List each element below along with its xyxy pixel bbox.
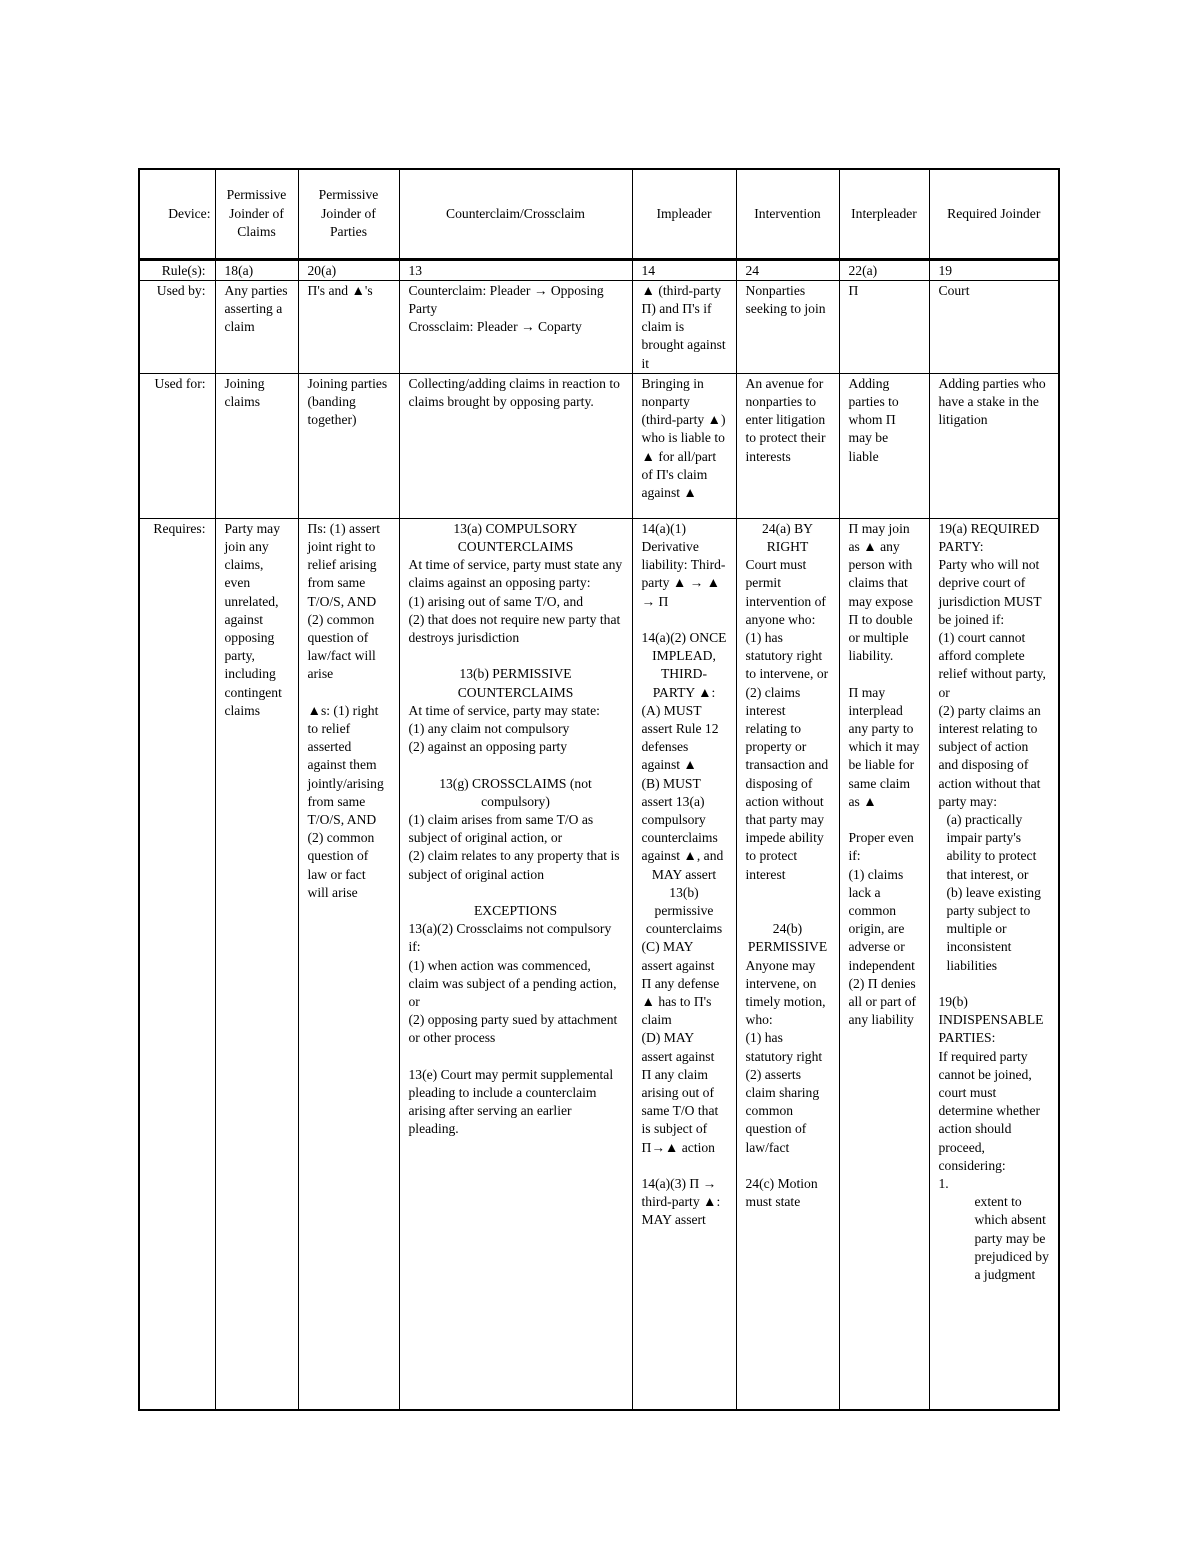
spacer [642,611,727,629]
used-by-counterclaim: Counterclaim: Pleader → Opposing Party [408,282,608,316]
requirement-text: (1) when action was commenced, claim was subject of a pending action, or [408,957,620,1009]
requirement-text: Party may join any claims, even unrelated, against opposing party, including contingent claims [224,520,286,718]
heading-once-implead: 14(a)(2) ONCE IMPLEAD, THIRD-PARTY ▲: [641,629,730,700]
col-counterclaim-crossclaim: Counterclaim/Crossclaim [399,169,632,259]
requires-row [139,518,1059,1410]
heading-crossclaims: 13(g) CROSSCLAIMS (not compulsory) [439,775,596,809]
requirement-text: (D) MAY assert against Π any claim arising out of same T/O that is subject of Π→▲ action [641,1030,722,1155]
requirement-text: 14(a)(1) Derivative liability: Third-party ▲ → ▲ → Π [641,520,726,609]
rule-cell: 13 [399,259,632,280]
requirement-text: (1) court cannot afford complete relief without party, or [938,629,1050,700]
used-by-cell: Any parties asserting a claim [215,280,298,373]
used-by-cell: Π's and ▲'s [298,280,399,373]
heading-permissive: 13(b) PERMISSIVE COUNTERCLAIMS [457,666,575,700]
requires-intervention [736,518,839,1410]
spacer [746,902,830,920]
requirement-text: (2) claims interest relating to property or transaction and disposing of action without that party may impede ability to protect interest [745,684,832,882]
requirement-text: (1) claim arises from same T/O as subject of original action, or [408,811,597,846]
heading-required-party: 19(a) REQUIRED PARTY: [938,520,1043,554]
heading-compulsory: 13(a) COMPULSORY COUNTERCLAIMS [453,520,582,554]
spacer [642,1157,727,1175]
requirement-text: (2) Π denies all or part of any liability [848,975,920,1028]
device-label: Device: [139,169,215,259]
requirement-defendants: ▲s: (1) right to relief asserted against them jointly/arising from same T/O/S, AND (2) common question of law or fact will arise [307,702,388,900]
requires-counterclaim [399,518,632,1410]
requirement-text: (2) party claims an interest relating to subject of action and disposing of action without that party may: [938,702,1045,809]
rule-cell: 19 [929,259,1059,280]
requirement-text: extent to which absent party may be prejudiced by a judgment [974,1194,1053,1283]
used-for-cell: Joining claims [215,373,298,518]
heading-indispensable-parties: 19(b) INDISPENSABLE PARTIES: [938,994,1047,1046]
requirement-text: (2) that does not require new party that destroys jurisdiction [408,611,624,645]
requirement-text: (A) MUST assert Rule 12 defenses against ▲ [641,702,722,773]
used-by-cell: ▲ (third-party Π) and Π's if claim is brought against it [632,280,736,373]
used-for-cell: Adding parties who have a stake in the litigation [929,373,1059,518]
requires-impleader [632,518,736,1410]
requirement-text: If required party cannot be joined, court must determine whether action should proceed, considering: [938,1048,1044,1173]
used-for-cell: Adding parties to whom Π may be liable [839,373,929,518]
col-interpleader: Interpleader [839,169,929,259]
requirement-text: MAY assert 13(b) permissive counterclaims [645,866,723,937]
requirement-text: At time of service, party must state any claims against an opposing party: [408,557,626,591]
requirement-text: (C) MAY assert against Π any defense ▲ has to Π's claim [641,939,723,1028]
spacer [409,756,623,774]
requirement-text: (2) claim relates to any property that is subject of original action [408,848,623,882]
col-impleader: Impleader [632,169,736,259]
used-for-row [139,373,1059,518]
requirement-plaintiffs: Πs: (1) assert joint right to relief arising from same T/O/S, AND (2) common question of law/fact will arise [307,520,384,682]
used-by-label: Used by: [139,280,215,373]
spacer [409,647,623,665]
used-for-cell: Collecting/adding claims in reaction to claims brought by opposing party. [399,373,632,518]
requirement-text: Proper even if: [848,830,918,864]
rules-row [139,259,1059,280]
used-by-crossclaim: Crossclaim: Pleader → Coparty [408,319,582,335]
requirement-text: At time of service, party may state: [408,702,600,718]
requires-joinder-claims [215,518,298,1410]
requirement-text: (2) opposing party sued by attachment or other process [408,1012,621,1046]
heading-by-right: 24(a) BY RIGHT [762,520,817,554]
requirement-text: (a) practically impair party's ability to protect that interest, or [946,811,1040,882]
rule-cell: 24 [736,259,839,280]
requires-interpleader [839,518,929,1410]
device-header-row [139,169,1059,259]
requirement-text: (b) leave existing party subject to multiple or inconsistent liabilities [946,884,1045,973]
spacer [746,884,830,902]
requirement-text: Π may join as ▲ any person with claims that may expose Π to double or multiple liability. [848,520,917,664]
heading-exceptions: EXCEPTIONS [473,902,558,918]
requires-joinder-parties [298,518,399,1410]
requirement-text: (2) asserts claim sharing common question of law/fact [745,1066,823,1155]
rule-cell: 14 [632,259,736,280]
requirement-text: 24(c) Motion must state [745,1176,822,1210]
requirement-text: (1) has statutory right to intervene, or [745,629,829,682]
spacer [409,1048,623,1066]
rule-cell: 22(a) [839,259,929,280]
spacer [746,1157,830,1175]
spacer [939,975,1050,993]
spacer [308,684,390,702]
used-by-cell [399,280,632,373]
requirement-text: (B) MUST assert 13(a) compulsory counterclaims against ▲, and [641,775,724,864]
requirement-text: Anyone may intervene, on timely motion, who: [745,957,829,1028]
requires-label: Requires: [139,518,215,1410]
requirement-text: (1) arising out of same T/O, and [408,593,584,609]
requirement-text: 13(a)(2) Crossclaims not compulsory if: [408,921,615,955]
heading-permissive-intervention: 24(b) PERMISSIVE [747,921,828,955]
used-by-row [139,280,1059,373]
used-by-cell: Π [839,280,929,373]
col-permissive-joinder-claims: Permissive Joinder of Claims [215,169,298,259]
requirement-text: (1) any claim not compulsory [408,720,570,736]
list-number: 1. [938,1176,949,1192]
spacer [849,665,920,683]
requirement-text: Party who will not deprive court of jurisdiction MUST be joined if: [938,557,1045,627]
requirement-text: 13(e) Court may permit supplemental pleading to include a counterclaim arising after serving an earlier pleading. [408,1066,617,1137]
rule-cell: 18(a) [215,259,298,280]
spacer [409,884,623,902]
requires-required-joinder [929,518,1059,1410]
requirement-text: (2) against an opposing party [408,739,568,755]
col-intervention: Intervention [736,169,839,259]
col-permissive-joinder-parties: Permissive Joinder of Parties [298,169,399,259]
requirement-text: 14(a)(3) Π → third-party ▲: MAY assert [641,1176,724,1228]
col-required-joinder: Required Joinder [929,169,1059,259]
used-for-cell: Bringing in nonparty (third-party ▲) who is liable to ▲ for all/part of Π's claim against ▲ [632,373,736,518]
used-for-cell: An avenue for nonparties to enter litigation to protect their interests [736,373,839,518]
used-for-label: Used for: [139,373,215,518]
requirement-text: (1) claims lack a common origin, are adverse or independent [848,866,915,973]
requirement-text: Π may interplead any party to which it may be liable for same claim as ▲ [848,684,923,809]
rules-label: Rule(s): [139,259,215,280]
rule-cell: 20(a) [298,259,399,280]
requirement-text: Court must permit intervention of anyone who: [745,557,830,627]
spacer [849,811,920,829]
rules-comparison-table [138,168,1060,1411]
used-by-cell: Nonparties seeking to join [736,280,839,373]
used-by-cell: Court [929,280,1059,373]
used-for-cell: Joining parties (banding together) [298,373,399,518]
requirement-text: (1) has statutory right [745,1030,823,1064]
